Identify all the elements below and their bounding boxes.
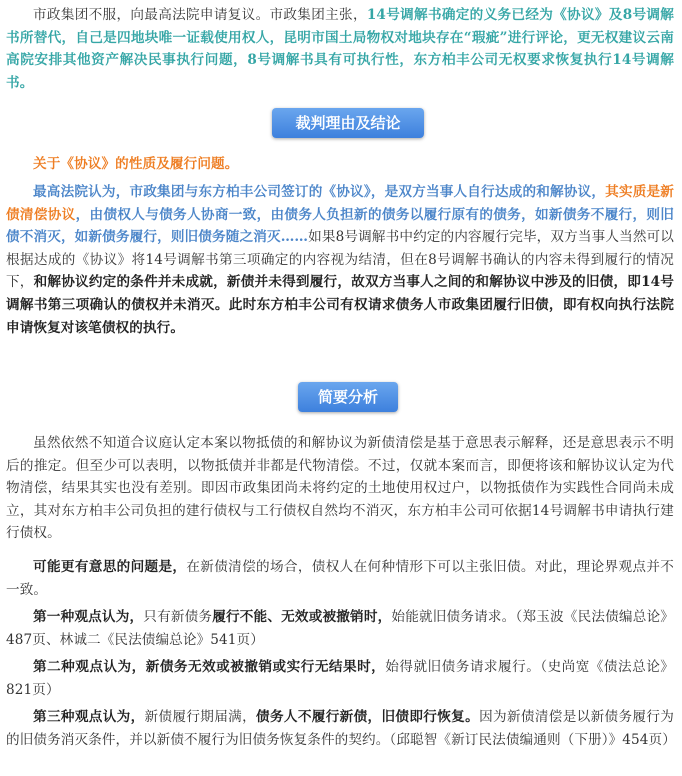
viewpoint-2-rest: 始得就旧债务请求履行。（史尚宽《债法总论》821页）	[6, 659, 674, 698]
viewpoint-1-mid: 只有新债务	[143, 609, 213, 625]
analysis-paragraph-2	[6, 556, 674, 601]
agreement-nature-subtitle: 关于《协议》的性质及履行问题。	[33, 156, 239, 172]
viewpoint-1-lead: 第一种观点认为，	[33, 609, 144, 625]
reasoning-paragraph	[6, 181, 674, 339]
intro-plain-text: 市政集团不服，向最高法院申请复议。市政集团主张，	[33, 7, 367, 23]
section-heading-analysis: 简要分析	[298, 382, 398, 412]
interesting-question-lead: 可能更有意思的问题是，	[33, 559, 187, 575]
novation-highlight-text: 其实质是新债清偿协议	[6, 184, 675, 223]
viewpoint-2-lead: 第二种观点认为，新债务无效或被撤销或实行无结果时，	[33, 659, 386, 675]
section-heading-reasoning: 裁判理由及结论	[272, 108, 424, 138]
viewpoint-3-rest: 因为新债清偿是以新债务履行为的旧债务消灭条件，并以新债不履行为旧债务恢复条件的契约。（邱聪智《新订民法债编通则（下册）》454页）	[6, 709, 676, 748]
viewpoint-1-paragraph	[6, 606, 674, 651]
viewpoint-3-mid: 新债履行期届满，	[144, 709, 257, 725]
intro-highlight-text: 14号调解书确定的义务已经为《协议》及8号调解书所替代，自己是四地块唯一证载使用权人，昆明市国土局物权对地块存在“瑕疵”进行评论，更无权建议云南高院安排其他资产解决民事执行问题，8号调解书具有可执行性，东方柏丰公司无权要求恢复执行14号调解书。	[6, 7, 674, 91]
court-view-text-2: ，由债权人与债务人协商一致，由债务人负担新的债务以履行原有的债务，如新债务不履行，则旧债不消灭，如新债务履行，则旧债务随之消灭……	[6, 206, 675, 246]
interesting-question-text: 在新债清偿的场合，债权人在何种情形下可以主张旧债。对此，理论界观点并不一致。	[6, 559, 674, 598]
court-view-text-1: 最高法院认为，市政集团与东方柏丰公司签订的《协议》，是双方当事人自行达成的和解协议，	[33, 184, 606, 200]
intro-paragraph	[6, 4, 674, 94]
viewpoint-3-bold: 债务人不履行新债，旧债即行恢复。	[256, 709, 480, 725]
reasoning-subtitle	[6, 153, 674, 176]
viewpoint-1-bold: 履行不能、无效或被撤销时，	[212, 609, 392, 625]
viewpoint-1-rest: 始能就旧债务请求。（郑玉波《民法债编总论》487页、林诚二《民法债编总论》541页）	[6, 609, 674, 648]
court-view-conclusion-text: 和解协议约定的条件并未成就，新债并未得到履行，故双方当事人之间的和解协议中涉及的旧债，即14号调解书第三项确认的债权并未消灭。此时东方柏丰公司有权请求债务人市政集团履行旧债，即有权向执行法院申请恢复对该笔债权的执行。	[6, 274, 674, 336]
viewpoint-3-lead: 第三种观点认为，	[33, 709, 145, 725]
court-view-plain-text: 如果8号调解书中约定的内容履行完毕，双方当事人当然可以根据达成的《协议》将14号调解书第三项确定的内容视为结清，但在8号调解书确认的内容未得到履行的情况下，	[6, 229, 674, 291]
viewpoint-2-paragraph	[6, 656, 674, 701]
viewpoint-3-paragraph	[6, 706, 674, 751]
analysis-paragraph-1: 虽然依然不知道合议庭认定本案以物抵债的和解协议为新债清偿是基于意思表示解释，还是意思表示不明后的推定。但至少可以表明，以物抵债并非都是代物清偿。不过，仅就本案而言，即便将该和解协议认定为代物清偿，结果其实也没有差别。即因市政集团尚未将约定的土地使用权过户，以物抵债作为实践性合同尚未成立，其对东方柏丰公司负担的建行债权与工行债权自然均不消灭，东方柏丰公司可依据14号调解书申请执行建行债权。	[6, 435, 674, 542]
